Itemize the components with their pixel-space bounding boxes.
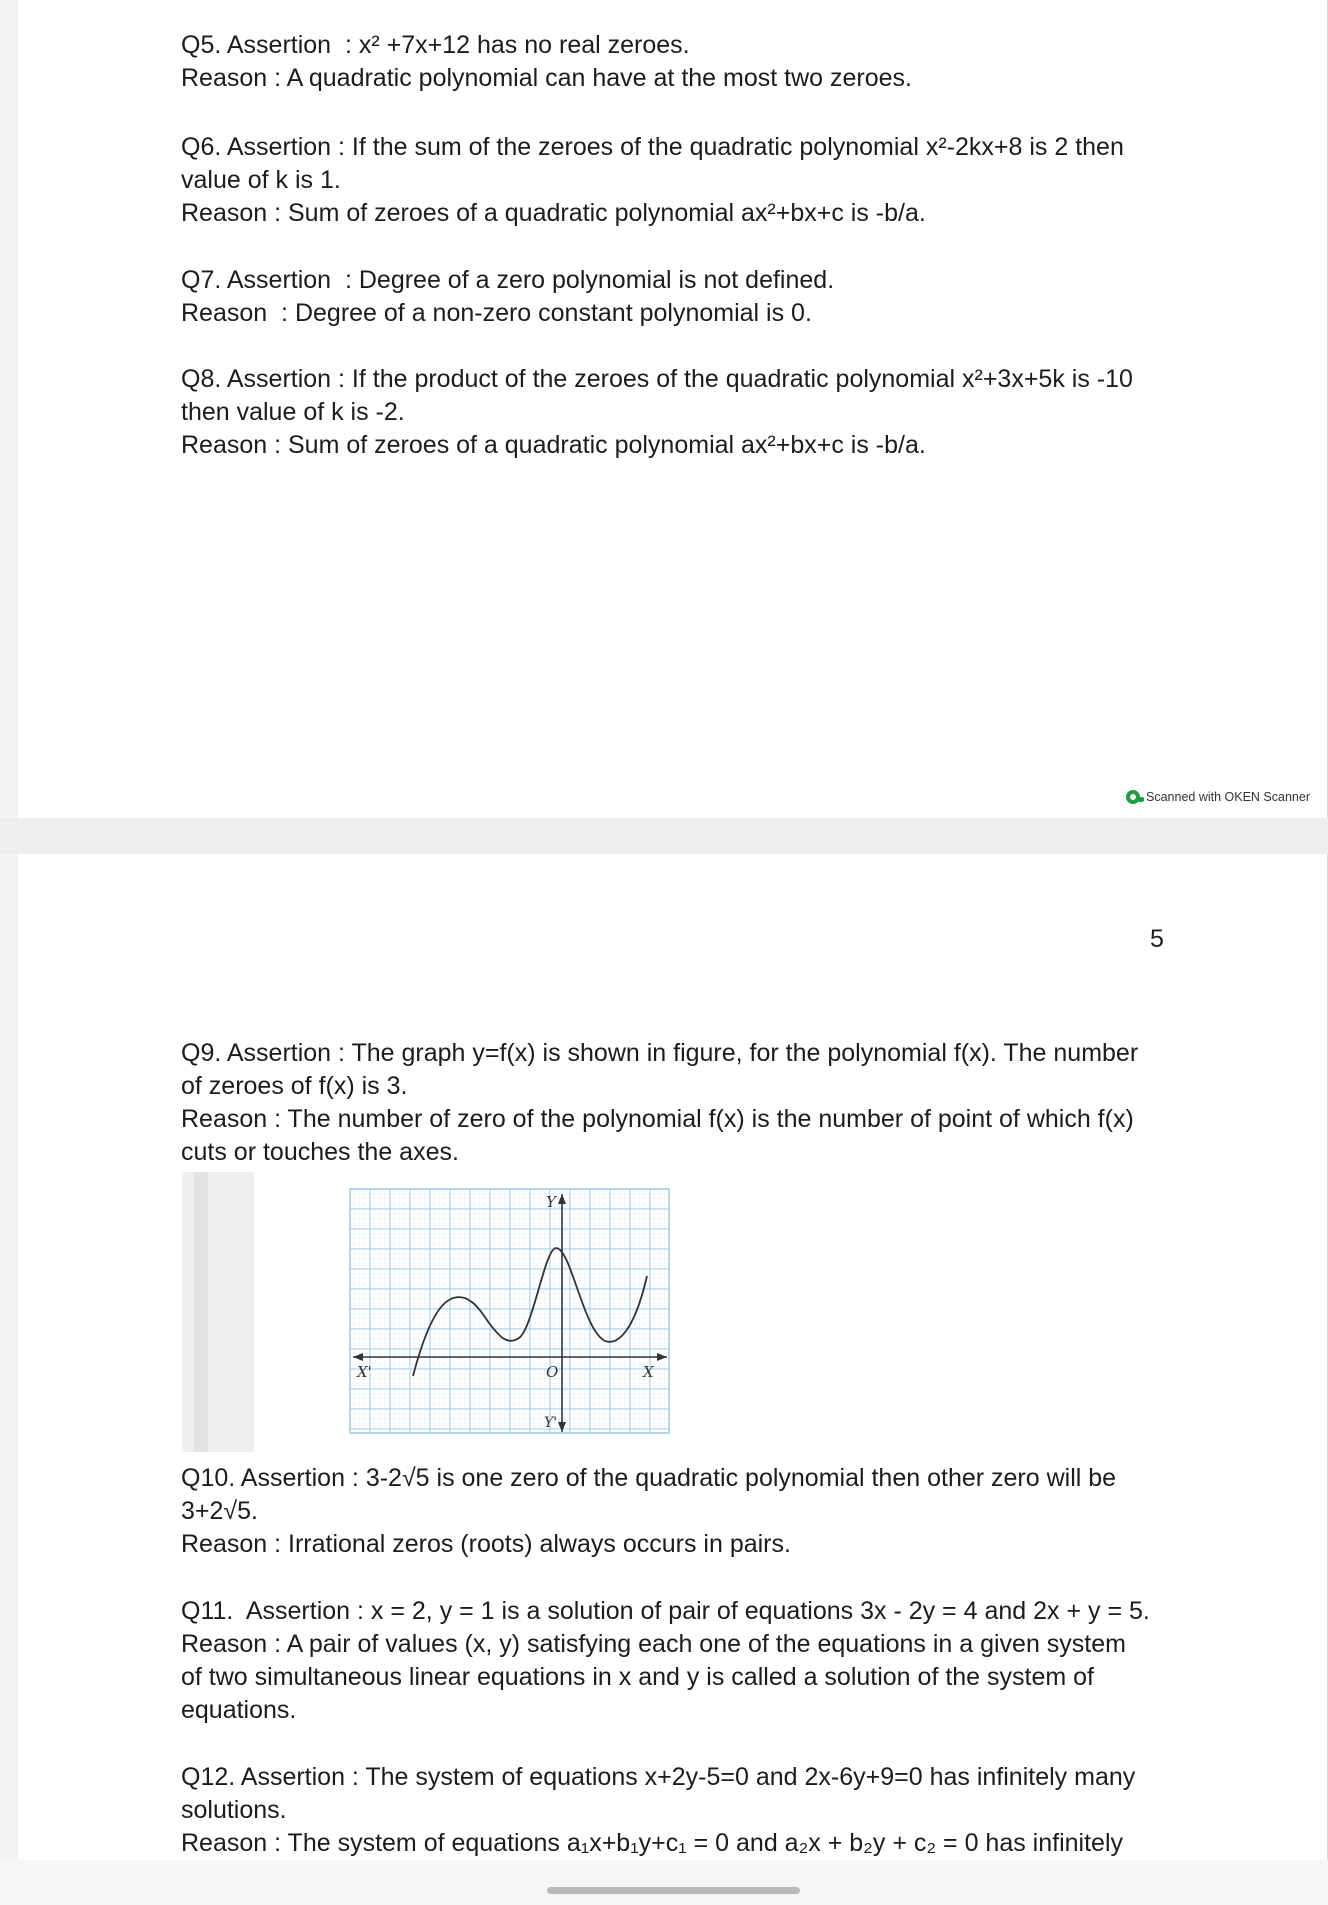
y-prime-axis-label: Y' bbox=[544, 1415, 558, 1431]
question-q7 bbox=[181, 264, 1181, 330]
q9-reason-line1: Reason : The number of zero of the polynomial f(x) is the number of point of which f(x) bbox=[181, 1105, 1134, 1133]
q9-assertion-line2: of zeroes of f(x) is 3. bbox=[181, 1072, 408, 1100]
page-number: 5 bbox=[1150, 925, 1164, 953]
scanner-logo-icon bbox=[1126, 790, 1140, 804]
q9-assertion-line1: Q9. Assertion : The graph y=f(x) is shown in figure, for the polynomial f(x). The number bbox=[181, 1039, 1139, 1067]
question-q12 bbox=[181, 1761, 1181, 1860]
q10-reason: Reason : Irrational zeros (roots) always occurs in pairs. bbox=[181, 1530, 791, 1558]
q5-reason: Reason : A quadratic polynomial can have at the most two zeroes. bbox=[181, 64, 912, 92]
x-axis-label: X bbox=[643, 1363, 654, 1381]
q11-assertion: Q11. Assertion : x = 2, y = 1 is a solution of pair of equations 3x - 2y = 4 and 2x + y = 5. bbox=[181, 1597, 1150, 1625]
question-q11 bbox=[181, 1595, 1181, 1727]
question-q6 bbox=[181, 131, 1181, 230]
scan-artifact-strip bbox=[182, 1172, 254, 1452]
left-scan-margin bbox=[0, 0, 18, 1905]
home-indicator-bar[interactable] bbox=[547, 1887, 800, 1894]
q11-reason-line3: equations. bbox=[181, 1696, 297, 1724]
q8-reason: Reason : Sum of zeroes of a quadratic polynomial ax²+bx+c is -b/a. bbox=[181, 431, 926, 459]
polynomial-graph-figure bbox=[349, 1188, 671, 1436]
q12-reason-line1: Reason : The system of equations a₁x+b₁y+c₁ = 0 and a₂x + b₂y + c₂ = 0 has infinitely bbox=[181, 1829, 1123, 1857]
q11-reason-line2: of two simultaneous linear equations in x and y is called a solution of the system of bbox=[181, 1663, 1095, 1691]
scanner-watermark bbox=[1126, 786, 1310, 808]
y-axis-label: Y bbox=[546, 1193, 556, 1211]
q5-assertion: Q5. Assertion : x² +7x+12 has no real zeroes. bbox=[181, 31, 690, 59]
x-prime-axis-label: X' bbox=[357, 1363, 372, 1381]
q12-assertion-line1: Q12. Assertion : The system of equations x+2y-5=0 and 2x-6y+9=0 has infinitely many bbox=[181, 1763, 1136, 1791]
bottom-bar-area bbox=[0, 1860, 1328, 1905]
origin-label: O bbox=[546, 1363, 559, 1381]
question-q10 bbox=[181, 1462, 1181, 1561]
q10-assertion-line2: 3+2√5. bbox=[181, 1497, 258, 1525]
q10-assertion-line1: Q10. Assertion : 3-2√5 is one zero of the quadratic polynomial then other zero will be bbox=[181, 1464, 1117, 1492]
q8-assertion-line1: Q8. Assertion : If the product of the zeroes of the quadratic polynomial x²+3x+5k is -10 bbox=[181, 365, 1133, 393]
q6-assertion-line2: value of k is 1. bbox=[181, 166, 341, 194]
q7-assertion: Q7. Assertion : Degree of a zero polynomial is not defined. bbox=[181, 266, 835, 294]
q6-assertion-line1: Q6. Assertion : If the sum of the zeroes of the quadratic polynomial x²-2kx+8 is 2 then bbox=[181, 133, 1124, 161]
page-separator bbox=[0, 818, 1328, 854]
q12-assertion-line2: solutions. bbox=[181, 1796, 287, 1824]
q9-reason-line2: cuts or touches the axes. bbox=[181, 1138, 459, 1166]
scanner-watermark-text: Scanned with OKEN Scanner bbox=[1146, 790, 1310, 804]
q7-reason: Reason : Degree of a non-zero constant polynomial is 0. bbox=[181, 299, 812, 327]
question-q5 bbox=[181, 29, 1181, 95]
q8-assertion-line2: then value of k is -2. bbox=[181, 398, 405, 426]
question-q9 bbox=[181, 1037, 1181, 1169]
q6-reason: Reason : Sum of zeroes of a quadratic polynomial ax²+bx+c is -b/a. bbox=[181, 199, 926, 227]
question-q8 bbox=[181, 363, 1181, 462]
q11-reason-line1: Reason : A pair of values (x, y) satisfying each one of the equations in a given system bbox=[181, 1630, 1126, 1658]
